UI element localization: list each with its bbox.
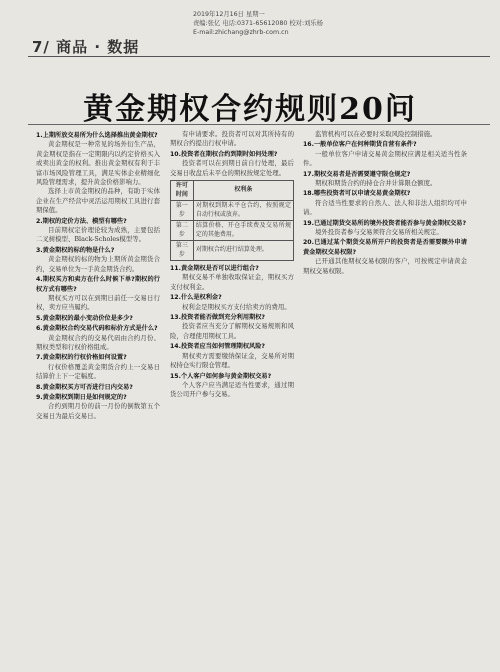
table-header-time: 许可时间 [171,181,194,201]
question-heading: 8.黄金期权买方可否进行日内交易? [36,383,133,391]
answer-paragraph: 个人客户应当满足适当性要求，通过期货公司开户参与交易。 [170,380,294,399]
table-row [171,201,294,221]
table-cell-label: 第一步 [171,201,194,221]
answer-paragraph: 期权和期货合约的持仓合并计算限仓额度。 [315,179,437,188]
table-cell-text: 对期权到期未平仓合约，按照规定自动行权或放弃。 [193,201,293,221]
answer-paragraph: 黄金期权的标的物为上期所黄金期货合约，交易单位为一手黄金期货合约。 [36,255,160,273]
question-heading: 13.投资者能否做到充分利用期权? [170,314,265,322]
question-heading: 12.什么是权利金? [170,294,222,302]
question-heading: 17.期权交易者是否需要遵守限仓规定? [303,170,411,178]
answer-paragraph: 期权卖方需要缴纳保证金，交易所对期权持仓实行限仓管理。 [170,351,294,370]
answer-paragraph: 期权买方可以在到期日前任一交易日行权，卖方应当履约。 [36,293,160,312]
article-column-1 [36,130,160,665]
rules-table [170,180,294,261]
question-heading: 5.黄金期权的最小变动价位是多少? [36,314,133,322]
meta-editor: 责编:张亿 电话:0371-65612080 校对:刘乐杨 [193,20,323,27]
question-heading: 9.黄金期权到期日是如何规定的? [36,393,127,401]
header-meta [193,10,323,37]
answer-paragraph: 投资者应当充分了解期权交易规则和风险，合理使用期权工具。 [170,322,294,340]
question-heading: 20.已通过某个期货交易所开户的投资者是否需要额外申请黄金期权交易权限? [303,239,467,256]
answer-paragraph: 境外投资者参与交易须符合交易所相关规定。 [315,228,443,237]
table-row [171,241,294,261]
answer-paragraph: 行权价格覆盖黄金期货合约上一交易日结算价上下一定幅度。 [36,362,160,381]
page-header [28,8,490,57]
answer-paragraph: 一般单位客户申请交易黄金期权应满足相关适当性条件。 [303,149,467,168]
table-cell-label: 第二步 [171,221,194,241]
question-heading: 6.黄金期权合约交易代码和标价方式是什么? [36,325,158,333]
answer-paragraph: 期权交易不单独收取保证金，期权买方支付权利金。 [170,273,294,291]
question-heading: 19.已通过期货交易所的境外投资者能否参与黄金期权交易? [303,219,467,227]
question-heading: 2.期权的定价方法、模型有哪些? [36,217,127,225]
answer-paragraph: 合约到期月份的前一月份的倒数第五个交易日为最后交易日。 [36,402,160,420]
col2-continued [170,264,294,400]
question-heading: 3.黄金期权的标的物是什么? [36,246,115,254]
article-title: 黄金期权合约规则20问 [83,92,417,127]
table-cell-text: 结算价格、开仓手续费及交易所规定的其他费用。 [193,221,293,241]
answer-paragraph: 权利金是期权买方支付给卖方的费用。 [182,302,291,311]
question-heading: 7.黄金期权的行权价格如何设置? [36,354,127,362]
question-heading: 4.期权买方和卖方在什么时候下单?期权的行权方式有哪些? [36,276,160,293]
answer-paragraph: 黄金期权是一种常见的场外衍生产品，黄金期权是指在一定期限内以约定价格买入或卖出黄金的权利。推出黄金期权有利于丰富市场风险管理工具，满足实体企业精细化风险管理需求，提升黄金价格影响力。 [36,140,160,187]
question-heading: 1.上期所放交易所为什么选择推出黄金期权? [36,132,158,139]
table-cell-text: 对期权合约进行结算处理。 [193,241,293,261]
answer-paragraph: 符合适当性要求的自然人、法人和非法人组织均可申请。 [303,198,467,217]
answer-paragraph: 黄金期权合约的交易代码由合约月份、期权类型和行权价格组成。 [36,333,160,351]
col2-question: 10.投资者在期权合约到期时如何处理? [170,150,278,158]
title-divider [28,124,490,125]
question-heading: 18.哪些投资者可以申请交易黄金期权? [303,190,411,198]
question-heading: 14.投资者应当如何管理期权风险? [170,343,265,351]
article-column-2 [170,130,294,665]
answer-paragraph: 监管机构可以在必要时采取风险控制措施。 [315,130,437,138]
table-cell-label: 第三步 [171,241,194,261]
answer-paragraph: 目前期权定价理论较为成熟，主要包括二叉树模型、Black-Scholes模型等。 [36,226,160,244]
question-heading: 11.黄金期权是否可以进行组合? [170,265,259,273]
meta-date: 2019年12月16日 星期一 [193,11,265,18]
table-row [171,221,294,241]
section-label: 7/ 商品 · 数据 [32,38,140,56]
answer-paragraph: 选择上市黄金期权的品种，有助于实体企业在生产经营中灵活运用期权工具进行套期保值。 [36,187,160,215]
col2-paragraph: 投资者可以在到期日前自行处理，最后交易日收盘后未平仓的期权按规定处理。 [170,159,294,177]
table-header-right: 权利条 [193,181,293,201]
answer-paragraph: 已开通其他期权交易权限的客户，可按规定申请黄金期权交易权限。 [303,257,467,275]
col2-intro: 有申请要求。投资者可以对其所持有的期权合约提出行权申请。 [170,130,294,148]
question-heading: 15.个人客户如何参与黄金期权交易? [170,372,272,380]
question-heading: 16.一般单位客户在何种期货自营有条件? [303,141,417,149]
article-column-3 [303,130,467,665]
meta-email: E-mail:zhichang@zhrb-com.cn [193,29,289,36]
